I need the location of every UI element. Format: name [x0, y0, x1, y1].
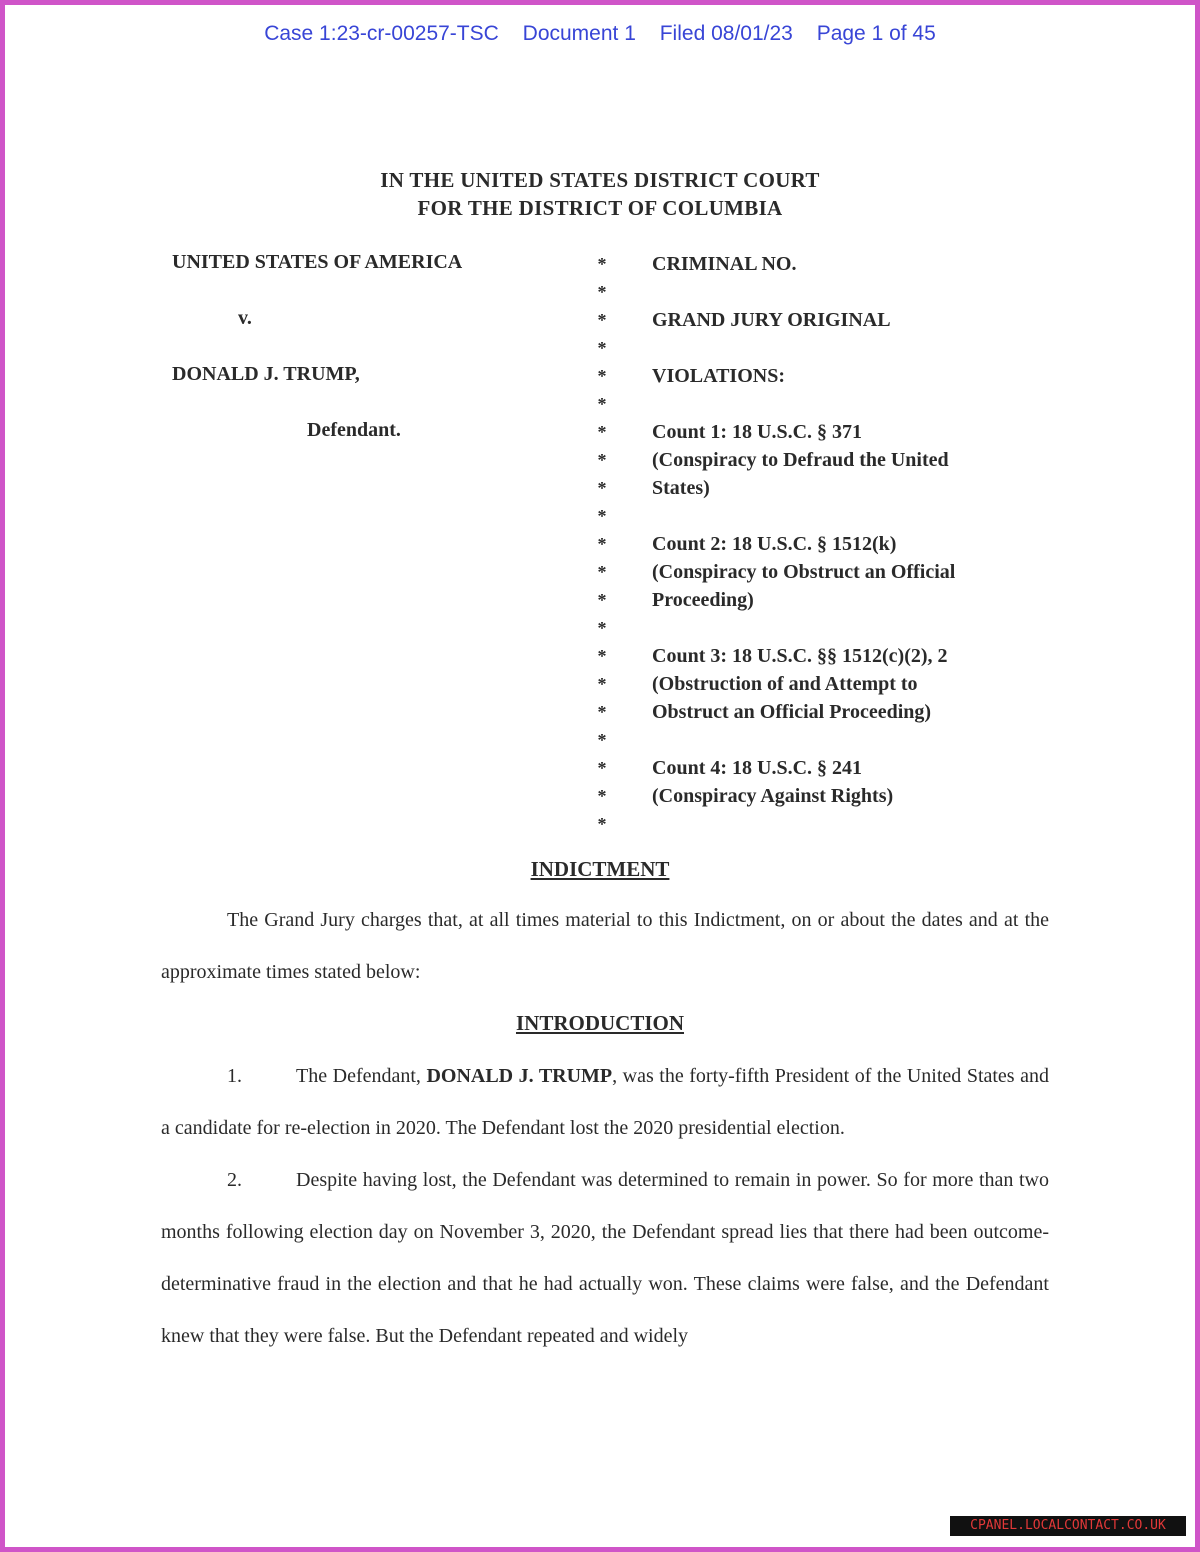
star: * — [597, 702, 607, 722]
filing-header — [0, 22, 1200, 46]
star: * — [597, 310, 607, 330]
paragraph-text: The Defendant, — [296, 1065, 427, 1087]
count-description: (Conspiracy Against Rights) — [652, 785, 894, 807]
star: * — [597, 338, 607, 358]
count-description: Proceeding) — [652, 589, 754, 611]
defendant-name-bold: DONALD J. TRUMP — [426, 1065, 613, 1087]
watermark-banner: CPANEL.LOCALCONTACT.CO.UK — [950, 1516, 1186, 1536]
count-description: Obstruct an Official Proceeding) — [652, 701, 932, 723]
count-4 — [652, 754, 893, 810]
count-title: Count 1: 18 U.S.C. § 371 — [652, 421, 863, 443]
count-title: Count 2: 18 U.S.C. § 1512(k) — [652, 533, 897, 555]
indictment-text: The Grand Jury charges that, at all times material to this Indictment, on or about the dates and at the approximate times stated below: — [161, 909, 1049, 983]
criminal-number: CRIMINAL NO. — [652, 253, 797, 275]
court-line-1: IN THE UNITED STATES DISTRICT COURT — [380, 168, 820, 192]
star: * — [597, 422, 607, 442]
court-title — [0, 166, 1200, 222]
count-1 — [652, 418, 949, 502]
star: * — [597, 786, 607, 806]
count-description: (Conspiracy to Obstruct an Official — [652, 561, 956, 583]
count-2 — [652, 530, 955, 614]
count-3 — [652, 642, 948, 726]
introduction-heading: INTRODUCTION — [515, 1011, 685, 1035]
indictment-paragraph — [161, 894, 1049, 998]
star: * — [597, 366, 607, 386]
paragraph-number: 2. — [227, 1169, 242, 1191]
defendant-name: DONALD J. TRUMP, — [172, 363, 360, 385]
indictment-heading: INDICTMENT — [530, 857, 670, 881]
case-number: Case 1:23-cr-00257-TSC — [264, 22, 499, 45]
star: * — [597, 478, 607, 498]
star: * — [597, 730, 607, 750]
defendant-label: Defendant. — [307, 419, 401, 441]
filed-date: Filed 08/01/23 — [659, 22, 793, 45]
star: * — [597, 674, 607, 694]
count-description: (Obstruction of and Attempt to — [652, 673, 918, 695]
paragraph-1 — [161, 1050, 1049, 1154]
star: * — [597, 590, 607, 610]
count-description: States) — [652, 477, 710, 499]
plaintiff: UNITED STATES OF AMERICA — [172, 251, 463, 273]
paragraph-text: , was the forty-fifth President of the United States and a candidate for re-election in 2020. The Defendant lost the 2020 presidential election. — [161, 1065, 1049, 1139]
grand-jury-original: GRAND JURY ORIGINAL — [652, 309, 891, 331]
versus: v. — [238, 307, 252, 329]
star: * — [597, 282, 607, 302]
paragraph-number: 1. — [227, 1065, 242, 1087]
court-line-2: FOR THE DISTRICT OF COLUMBIA — [417, 196, 783, 220]
star: * — [597, 562, 607, 582]
star: * — [597, 646, 607, 666]
star: * — [597, 506, 607, 526]
page-number: Page 1 of 45 — [816, 22, 936, 45]
star: * — [597, 450, 607, 470]
count-title: Count 3: 18 U.S.C. §§ 1512(c)(2), 2 — [652, 645, 948, 667]
count-title: Count 4: 18 U.S.C. § 241 — [652, 757, 863, 779]
count-description: (Conspiracy to Defraud the United — [652, 449, 949, 471]
star: * — [597, 758, 607, 778]
star: * — [597, 814, 607, 834]
violations-label: VIOLATIONS: — [652, 365, 785, 387]
star: * — [597, 534, 607, 554]
document-number: Document 1 — [522, 22, 636, 45]
paragraph-2 — [161, 1154, 1049, 1362]
paragraph-text: Despite having lost, the Defendant was determined to remain in power. So for more than two months following election day on November 3, 2020, the Defendant spread lies that there had been outcome-determinative fraud in the election and that he had actually won. These claims were false, and the Defendant knew that they were false. But the Defendant repeated and widely — [161, 1169, 1049, 1347]
star: * — [597, 394, 607, 414]
star: * — [597, 254, 607, 274]
star: * — [597, 618, 607, 638]
caption-divider — [596, 250, 608, 838]
